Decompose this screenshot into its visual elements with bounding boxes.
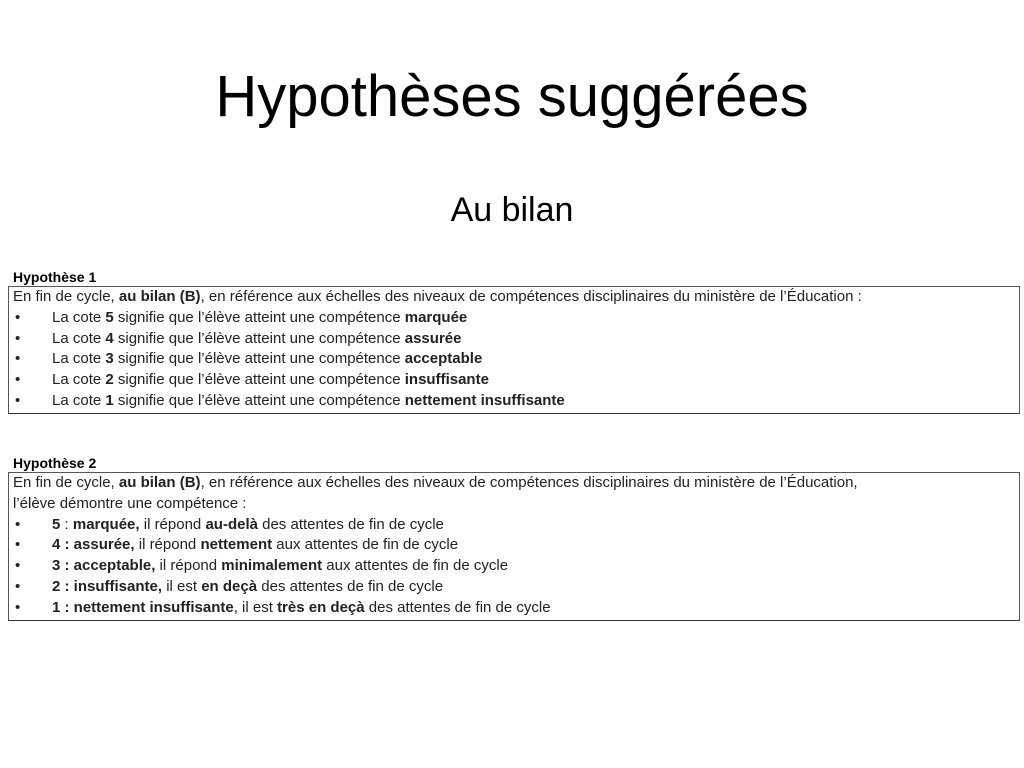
bold-text-run: 4 [105,329,114,347]
bold-text-run: nettement insuffisante [404,391,565,409]
bullet-icon: • [15,350,21,368]
bullet-icon: • [15,371,21,389]
list-item [13,598,1019,619]
bold-text-run: 3 [105,350,114,368]
list-item [13,556,1019,577]
text-run: signifie que l’élève atteint une compétence [113,350,405,368]
bold-text-run: 2 [105,371,114,389]
text-run: , en référence aux échelles des niveaux de compétences disciplinaires du ministère de l’Éducation : [200,288,862,305]
hypothesis-box [8,286,1020,414]
bold-text-run: au-delà [205,515,258,533]
bold-text-run: 2 : insuffisante, [52,577,163,595]
list-item [13,391,1019,412]
text-run: La cote [52,350,106,368]
bullet-icon: • [15,577,21,595]
text-run: il est [162,577,202,595]
text-run: La cote [52,371,106,389]
bold-text-run: 4 : assurée, [52,536,135,554]
text-run: des attentes de fin de cycle [257,577,444,595]
text-run: La cote [52,391,106,409]
hypothesis-box [8,472,1020,621]
bold-text-run: très en deçà [277,598,365,616]
list-item [13,535,1019,556]
text-run: signifie que l’élève atteint une compétence [113,391,405,409]
bullet-icon: • [15,329,21,347]
text-run: il répond [155,557,222,575]
list-item [13,308,1019,329]
bullet-icon: • [15,557,21,575]
text-run: signifie que l’élève atteint une compétence [113,371,405,389]
list-item [13,577,1019,598]
hypothesis-heading: Hypothèse 2 [13,455,97,471]
slide-subtitle: Au bilan [450,191,574,229]
bullet-icon: • [15,308,21,326]
bold-text-run: insuffisante [404,371,489,389]
text-run: En fin de cycle, [13,288,119,305]
bold-text-run: au bilan (B) [118,474,201,491]
bullet-icon: • [15,598,21,616]
text-run: aux attentes de fin de cycle [272,536,459,554]
bold-text-run: marquée, [72,515,140,533]
text-run: des attentes de fin de cycle [364,598,551,616]
text-run: La cote [52,329,106,347]
text-run: , il est [233,598,278,616]
hypothesis-heading: Hypothèse 1 [13,269,97,285]
hypothesis-2-block [8,454,1020,621]
intro-line [13,494,1019,515]
text-run: l’élève démontre une compétence : [13,494,247,512]
hypothesis-1-block [8,268,1020,414]
list-item [13,370,1019,391]
bold-text-run: au bilan (B) [118,288,201,305]
intro-line [13,473,1019,494]
bullet-icon: • [15,391,21,409]
bold-text-run: 1 : nettement insuffisante [52,598,234,616]
list-item [13,515,1019,536]
list-item [13,349,1019,370]
text-run: : [60,515,73,533]
bold-text-run: 3 : acceptable, [52,557,156,575]
bullet-icon: • [15,515,21,533]
text-run: La cote [52,308,106,326]
bold-text-run: 1 [105,391,114,409]
bold-text-run: marquée [404,308,468,326]
bold-text-run: minimalement [221,557,323,575]
bold-text-run: assurée [404,329,462,347]
bold-text-run: nettement [200,536,273,554]
list-item [13,329,1019,350]
text-run: En fin de cycle, [13,474,119,491]
bullet-icon: • [15,536,21,554]
text-run: , en référence aux échelles des niveaux de compétences disciplinaires du ministère de l’Éducation, [200,474,858,491]
text-run: signifie que l’élève atteint une compétence [113,329,405,347]
intro-line [13,287,1019,308]
bold-text-run: acceptable [404,350,483,368]
bold-text-run: en deçà [201,577,258,595]
bold-text-run: 5 [105,308,114,326]
text-run: il répond [139,515,206,533]
text-run: signifie que l’élève atteint une compétence [113,308,405,326]
slide-title: Hypothèses suggérées [215,64,809,129]
text-run: des attentes de fin de cycle [257,515,444,533]
text-run: il répond [134,536,201,554]
text-run: aux attentes de fin de cycle [322,557,509,575]
bold-text-run: 5 [52,515,61,533]
